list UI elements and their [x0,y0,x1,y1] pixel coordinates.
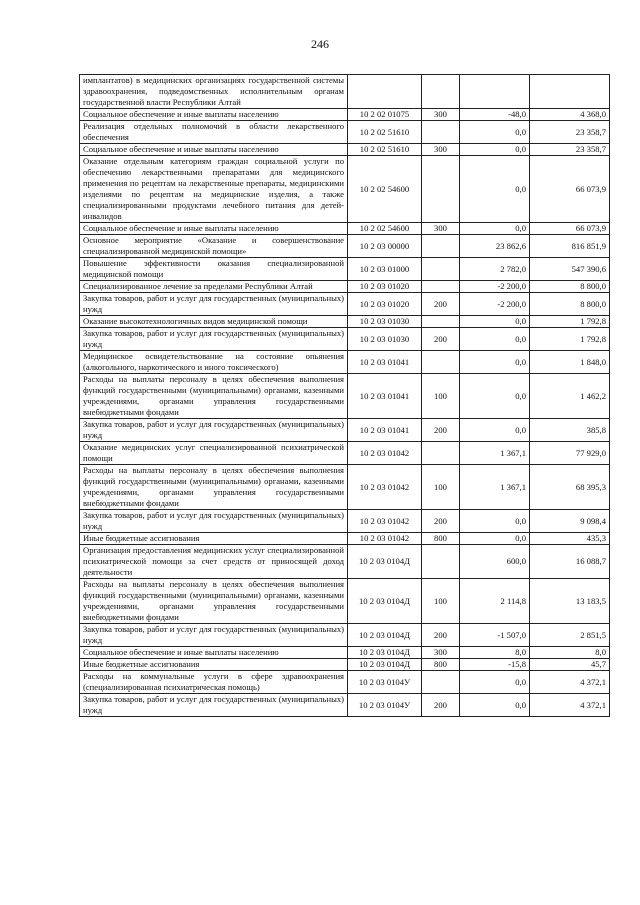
row-total-cell: 1 792,8 [530,316,610,328]
row-total-cell: 23 358,7 [530,144,610,156]
row-name-cell: Оказание медицинских услуг специализированной психиатрической помощи [80,442,348,465]
table-row [80,694,610,717]
row-change-cell: 2 782,0 [460,258,530,281]
table-row [80,121,610,144]
budget-table [79,74,610,717]
row-change-cell: 1 367,1 [460,442,530,465]
row-name-cell: Повышение эффективности оказания специализированной медицинской помощи [80,258,348,281]
row-name-cell: Оказание высокотехнологичных видов медицинской помощи [80,316,348,328]
table-row [80,351,610,374]
row-code-cell: 10 2 03 0104Д [348,647,422,659]
row-code-cell: 10 2 03 0104Д [348,624,422,647]
row-change-cell: 8,0 [460,647,530,659]
row-expense-type-cell [422,156,460,223]
row-change-cell: -2 200,0 [460,293,530,316]
table-row [80,419,610,442]
row-name-cell: Медицинское освидетельствование на состояние опьянения (алкогольного, наркотического и иного токсического) [80,351,348,374]
row-code-cell: 10 2 02 01075 [348,109,422,121]
table-row [80,465,610,510]
row-total-cell: 16 088,7 [530,545,610,579]
table-row [80,156,610,223]
row-total-cell: 66 073,9 [530,156,610,223]
row-code-cell: 10 2 03 01020 [348,293,422,316]
row-code-cell: 10 2 02 54600 [348,223,422,235]
table-row [80,624,610,647]
row-change-cell: -1 507,0 [460,624,530,647]
row-expense-type-cell [422,258,460,281]
row-expense-type-cell [422,545,460,579]
row-total-cell: 1 848,0 [530,351,610,374]
table-row [80,579,610,624]
row-change-cell: -15,8 [460,659,530,671]
row-change-cell: 0,0 [460,510,530,533]
row-code-cell: 10 2 02 54600 [348,156,422,223]
row-name-cell: имплантатов) в медицинских организациях государственной системы здравоохранения, подведомственных исполнительным органам государственной власти Республики Алтай [80,75,348,109]
row-change-cell: 0,0 [460,533,530,545]
row-change-cell: 0,0 [460,694,530,717]
row-name-cell: Реализация отдельных полномочий в области лекарственного обеспечения [80,121,348,144]
row-total-cell: 23 358,7 [530,121,610,144]
row-code-cell: 10 2 03 01041 [348,419,422,442]
row-expense-type-cell: 800 [422,533,460,545]
table-row [80,281,610,293]
row-total-cell: 77 929,0 [530,442,610,465]
row-code-cell: 10 2 03 01042 [348,510,422,533]
row-total-cell: 1 792,8 [530,328,610,351]
row-name-cell: Социальное обеспечение и иные выплаты населению [80,144,348,156]
table-row [80,374,610,419]
row-code-cell: 10 2 03 0104У [348,671,422,694]
budget-table-body [80,75,610,717]
row-expense-type-cell: 200 [422,510,460,533]
row-name-cell: Закупка товаров, работ и услуг для государственных (муниципальных) нужд [80,510,348,533]
row-name-cell: Закупка товаров, работ и услуг для государственных (муниципальных) нужд [80,419,348,442]
row-total-cell: 4 372,1 [530,694,610,717]
row-name-cell: Специализированное лечение за пределами Республики Алтай [80,281,348,293]
row-change-cell: 1 367,1 [460,465,530,510]
row-expense-type-cell: 200 [422,419,460,442]
row-total-cell: 66 073,9 [530,223,610,235]
row-change-cell: 0,0 [460,156,530,223]
row-change-cell: 23 862,6 [460,235,530,258]
row-expense-type-cell [422,351,460,374]
row-change-cell: -2 200,0 [460,281,530,293]
table-row [80,328,610,351]
row-code-cell: 10 2 03 01000 [348,258,422,281]
row-change-cell: 0,0 [460,419,530,442]
row-total-cell: 435,3 [530,533,610,545]
row-code-cell: 10 2 03 01042 [348,533,422,545]
row-expense-type-cell: 200 [422,293,460,316]
row-total-cell: 816 851,9 [530,235,610,258]
row-change-cell: 2 114,8 [460,579,530,624]
row-name-cell: Закупка товаров, работ и услуг для государственных (муниципальных) нужд [80,293,348,316]
row-code-cell: 10 2 03 01042 [348,442,422,465]
row-expense-type-cell [422,671,460,694]
row-code-cell: 10 2 03 0104У [348,694,422,717]
row-change-cell: 0,0 [460,144,530,156]
row-change-cell: 0,0 [460,223,530,235]
row-change-cell [460,75,530,109]
row-name-cell: Организация предоставления медицинских услуг специализированной психиатрической помощи за счет средств от приносящей доход деятельности [80,545,348,579]
row-code-cell: 10 2 03 01041 [348,351,422,374]
row-code-cell: 10 2 03 0104Д [348,545,422,579]
row-name-cell: Социальное обеспечение и иные выплаты населению [80,109,348,121]
table-row [80,258,610,281]
row-name-cell: Закупка товаров, работ и услуг для государственных (муниципальных) нужд [80,328,348,351]
row-name-cell: Расходы на выплаты персоналу в целях обеспечения выполнения функций государственными (муниципальными) органами, казенными учреждениями, органами управления государственными внебюджетными фондами [80,465,348,510]
row-total-cell: 45,7 [530,659,610,671]
row-expense-type-cell [422,75,460,109]
row-name-cell: Социальное обеспечение и иные выплаты населению [80,223,348,235]
row-total-cell: 8,0 [530,647,610,659]
table-row [80,647,610,659]
row-expense-type-cell: 300 [422,109,460,121]
row-name-cell: Расходы на выплаты персоналу в целях обеспечения выполнения функций государственными (муниципальными) органами, казенными учреждениями, органами управления государственными внебюджетными фондами [80,374,348,419]
row-code-cell: 10 2 03 01042 [348,465,422,510]
row-code-cell: 10 2 03 01030 [348,316,422,328]
row-total-cell: 2 851,5 [530,624,610,647]
row-expense-type-cell [422,316,460,328]
row-expense-type-cell: 200 [422,328,460,351]
row-expense-type-cell: 200 [422,694,460,717]
row-code-cell: 10 2 03 01030 [348,328,422,351]
table-row [80,545,610,579]
row-total-cell: 9 098,4 [530,510,610,533]
row-code-cell: 10 2 03 01041 [348,374,422,419]
row-expense-type-cell: 300 [422,144,460,156]
row-total-cell [530,75,610,109]
row-name-cell: Иные бюджетные ассигнования [80,659,348,671]
row-change-cell: 0,0 [460,374,530,419]
row-change-cell: 0,0 [460,671,530,694]
row-total-cell: 385,8 [530,419,610,442]
table-row [80,235,610,258]
row-total-cell: 547 390,6 [530,258,610,281]
row-total-cell: 13 183,5 [530,579,610,624]
table-row [80,671,610,694]
table-row [80,293,610,316]
row-expense-type-cell [422,235,460,258]
row-total-cell: 4 372,1 [530,671,610,694]
row-change-cell: 600,0 [460,545,530,579]
row-code-cell: 10 2 03 01020 [348,281,422,293]
row-expense-type-cell: 300 [422,223,460,235]
row-code-cell: 10 2 02 51610 [348,144,422,156]
row-expense-type-cell: 800 [422,659,460,671]
table-row [80,510,610,533]
table-row [80,533,610,545]
row-expense-type-cell: 100 [422,374,460,419]
row-expense-type-cell: 300 [422,647,460,659]
row-expense-type-cell: 100 [422,579,460,624]
row-change-cell: 0,0 [460,121,530,144]
row-total-cell: 68 395,3 [530,465,610,510]
row-change-cell: 0,0 [460,328,530,351]
row-change-cell: -48,0 [460,109,530,121]
table-row [80,223,610,235]
row-total-cell: 4 368,0 [530,109,610,121]
row-code-cell [348,75,422,109]
row-name-cell: Расходы на выплаты персоналу в целях обеспечения выполнения функций государственными (муниципальными) органами, казенными учреждениями, органами управления государственными внебюджетными фондами [80,579,348,624]
row-code-cell: 10 2 02 51610 [348,121,422,144]
table-row [80,442,610,465]
row-name-cell: Основное мероприятие «Оказание и совершенствование специализированной медицинской помощи» [80,235,348,258]
row-total-cell: 1 462,2 [530,374,610,419]
table-row [80,75,610,109]
row-expense-type-cell [422,442,460,465]
row-code-cell: 10 2 03 0104Д [348,659,422,671]
table-row [80,144,610,156]
row-name-cell: Социальное обеспечение и иные выплаты населению [80,647,348,659]
row-expense-type-cell: 200 [422,624,460,647]
row-expense-type-cell: 100 [422,465,460,510]
row-expense-type-cell [422,121,460,144]
row-name-cell: Иные бюджетные ассигнования [80,533,348,545]
row-change-cell: 0,0 [460,316,530,328]
row-name-cell: Оказание отдельным категориям граждан социальной услуги по обеспечению лекарственными препаратами для медицинского применения по рецептам на лекарственные препараты, медицинскими изделиями по рецептам на медицинские изделия, а также специализированными продуктами лечебного питания для детей-инвалидов [80,156,348,223]
row-total-cell: 8 800,0 [530,281,610,293]
row-total-cell: 8 800,0 [530,293,610,316]
row-name-cell: Расходы на коммунальные услуги в сфере здравоохранения (специализированная психиатрическая помощь) [80,671,348,694]
table-row [80,659,610,671]
row-code-cell: 10 2 03 00000 [348,235,422,258]
row-code-cell: 10 2 03 0104Д [348,579,422,624]
row-name-cell: Закупка товаров, работ и услуг для государственных (муниципальных) нужд [80,624,348,647]
row-expense-type-cell [422,281,460,293]
page-number: 246 [311,37,329,51]
table-row [80,109,610,121]
row-change-cell: 0,0 [460,351,530,374]
row-name-cell: Закупка товаров, работ и услуг для государственных (муниципальных) нужд [80,694,348,717]
table-row [80,316,610,328]
